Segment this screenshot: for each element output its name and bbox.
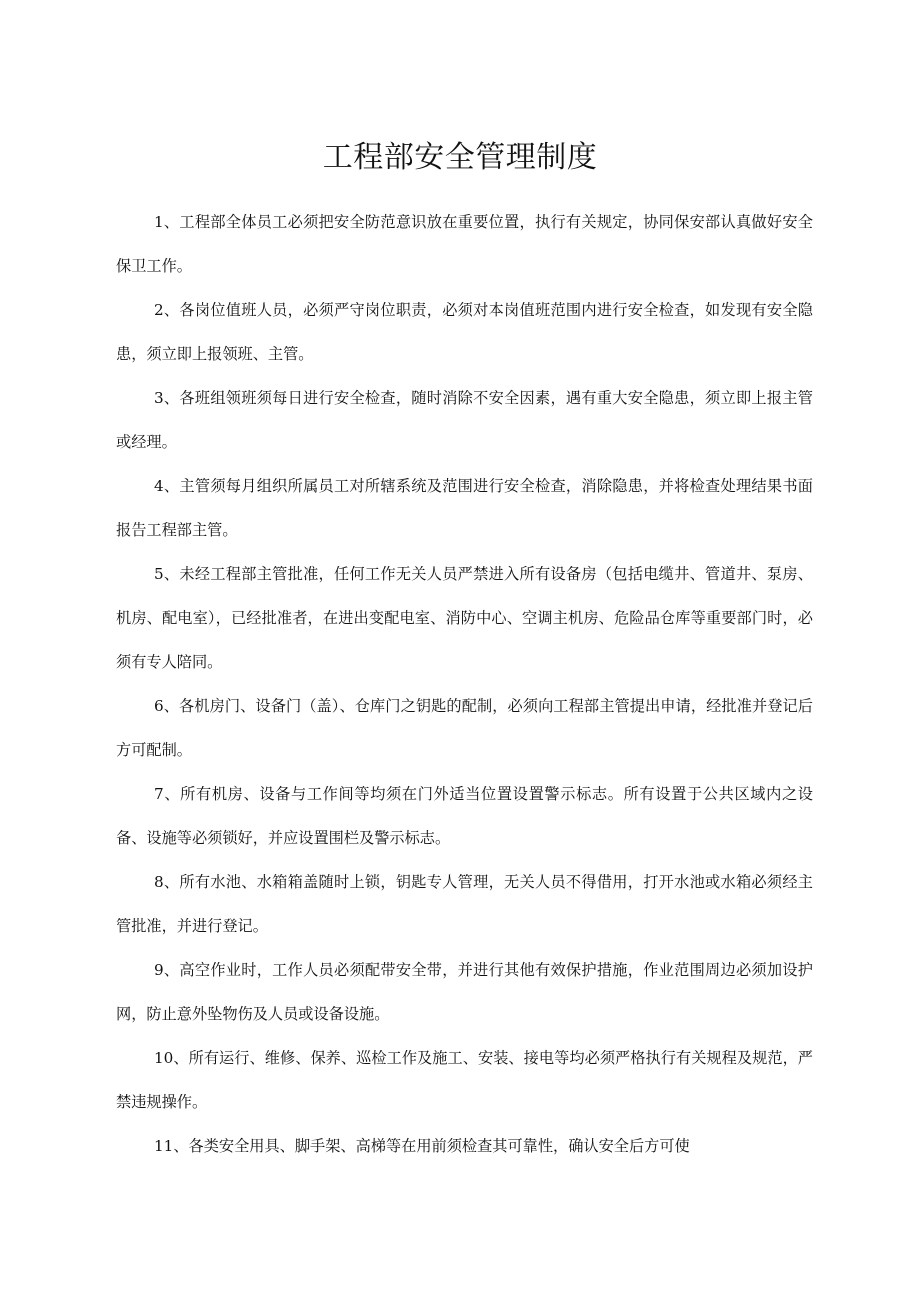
clause-2: 2、各岗位值班人员，必须严守岗位职责，必须对本岗值班范围内进行安全检查，如发现有安全隐患，须立即上报领班、主管。 — [116, 301, 813, 363]
document-title: 工程部安全管理制度 — [322, 140, 598, 175]
clause-11: 11、各类安全用具、脚手架、高梯等在用前须检查其可靠性，确认安全后方可使 — [154, 1137, 690, 1155]
document-body — [116, 200, 813, 1168]
clause-10: 10、所有运行、维修、保养、巡检工作及施工、安装、接电等均必须严格执行有关规程及规范，严禁违规操作。 — [116, 1049, 813, 1111]
clause-3: 3、各班组领班须每日进行安全检查，随时消除不安全因素，遇有重大安全隐患，须立即上报主管或经理。 — [116, 389, 813, 451]
clause-8: 8、所有水池、水箱箱盖随时上锁，钥匙专人管理，无关人员不得借用，打开水池或水箱必须经主管批准，并进行登记。 — [116, 873, 813, 935]
clause-7: 7、所有机房、设备与工作间等均须在门外适当位置设置警示标志。所有设置于公共区域内之设备、设施等必须锁好，并应设置围栏及警示标志。 — [116, 785, 813, 847]
clause-1: 1、工程部全体员工必须把安全防范意识放在重要位置，执行有关规定，协同保安部认真做好安全保卫工作。 — [116, 213, 813, 275]
clause-5: 5、未经工程部主管批准，任何工作无关人员严禁进入所有设备房（包括电缆井、管道井、泵房、机房、配电室），已经批准者，在进出变配电室、消防中心、空调主机房、危险品仓库等重要部门时，必须有专人陪同。 — [116, 565, 813, 671]
clause-6: 6、各机房门、设备门（盖）、仓库门之钥匙的配制，必须向工程部主管提出申请，经批准并登记后方可配制。 — [116, 697, 813, 759]
clause-4: 4、主管须每月组织所属员工对所辖系统及范围进行安全检查，消除隐患，并将检查处理结果书面报告工程部主管。 — [116, 477, 813, 539]
clause-9: 9、高空作业时，工作人员必须配带安全带，并进行其他有效保护措施，作业范围周边必须加设护网，防止意外坠物伤及人员或设备设施。 — [116, 961, 813, 1023]
